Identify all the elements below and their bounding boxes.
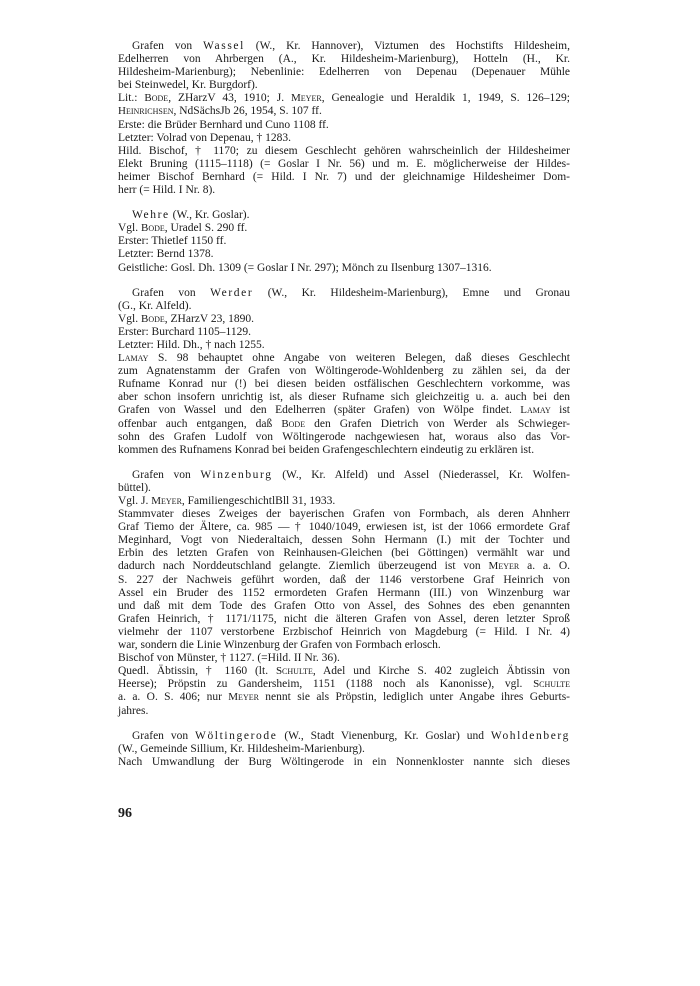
text-span: kommen des Rufnamens Konrad bei beiden Grafengeschlechtern eindeutig zu erklären ist. xyxy=(118,443,535,456)
author-name: Meyer xyxy=(488,560,520,573)
text-span: Stammvater dieses Zweiges der bayerischen Grafen von Formbach, als deren Ahnherr xyxy=(118,508,570,521)
text-line xyxy=(118,145,570,158)
text-line xyxy=(118,248,570,261)
text-span: den Grafen Dietrich von Werder als Schwieger- xyxy=(305,417,571,430)
text-span: heimer Bischof Bernhard (= Hild. I Nr. 7) und der gleichnamige Hildesheimer Dom- xyxy=(118,170,570,183)
text-span: dadurch nach Norddeutschland gelangte. Ziemlich überzeugend ist von xyxy=(118,560,489,573)
text-span: , FamiliengeschichtlBll 31, 1933. xyxy=(181,495,336,507)
text-line xyxy=(118,53,570,66)
text-line xyxy=(118,404,570,417)
text-line xyxy=(118,391,570,404)
text-span: vielmehr der 1107 verstorbene Erzbischof Heinrich von Magdeburg (= Hild. I Nr. 4) xyxy=(118,625,570,638)
text-line xyxy=(118,639,570,652)
entry-name: Wehre xyxy=(132,209,170,222)
text-span: Letzter: Bernd 1378. xyxy=(118,248,214,261)
text-line xyxy=(118,105,570,118)
text-span: jahres. xyxy=(118,704,149,717)
text-span: (G., Kr. Alfeld). xyxy=(118,299,192,312)
text-line xyxy=(118,534,570,547)
text-span: (W., Kr. Hannover), Viztumen des Hochstifts Hildesheim, xyxy=(244,40,570,52)
author-name: Bode xyxy=(281,417,306,430)
text-line xyxy=(118,626,570,639)
text-line xyxy=(118,352,570,365)
text-line xyxy=(118,378,570,391)
text-line xyxy=(118,326,570,339)
text-span: Vgl. J. xyxy=(118,495,152,507)
text-span: (W., Kr. Hildesheim-Marienburg), Emne und Gronau xyxy=(253,286,570,299)
text-span: (W., Kr. Alfeld) und Assel (Niederassel, Kr. Wolfen- xyxy=(272,468,570,481)
text-span: offenbar auch entgangen, daß xyxy=(118,417,282,430)
text-line xyxy=(118,469,570,482)
author-name: Heinrichsen xyxy=(118,105,174,118)
text-line xyxy=(118,40,570,53)
text-span: Geistliche: Gosl. Dh. 1309 (= Goslar I Nr. 297); Mönch zu Ilsenburg 1307–1316. xyxy=(118,261,492,274)
text-line xyxy=(118,79,570,92)
register-entry xyxy=(118,40,570,197)
text-span: zum Agnatenstamm der Grafen von Wöltingerode-Wohldenberg zu zählen sei, da der xyxy=(118,365,570,378)
text-span: Vgl. xyxy=(118,312,141,325)
text-span: Elekt Bruning (1115–1118) (= Goslar I Nr. 56) und m. E. möglicherweise der Hildes- xyxy=(118,157,570,170)
text-line xyxy=(118,418,570,431)
entry-name: Wöltingerode xyxy=(194,729,278,742)
text-line xyxy=(118,743,570,756)
text-line xyxy=(118,508,570,521)
text-line xyxy=(118,132,570,145)
text-line xyxy=(118,560,570,573)
text-span: a. a. O. S. 406; nur xyxy=(118,691,229,704)
text-span: Vgl. xyxy=(118,222,141,235)
text-span: Grafen von xyxy=(132,40,203,52)
page-number: 96 xyxy=(118,806,132,821)
text-span: Erbin des letzten Grafen von Reinhausen-Gleichen (bei Göttingen) vermählt war und xyxy=(118,547,570,560)
text-span: , Genealogie und Heraldik 1, 1949, S. 126–129; xyxy=(321,92,571,105)
text-line xyxy=(118,184,570,197)
entry-name: Winzenburg xyxy=(200,468,273,481)
text-span: Letzter: Volrad von Depenau, † 1283. xyxy=(118,131,291,144)
text-span: Quedl. Äbtissin, † 1160 (lt. xyxy=(118,665,276,678)
text-span: Grafen von xyxy=(132,286,211,299)
text-line xyxy=(118,665,570,678)
author-name: Lamay xyxy=(118,352,149,365)
text-line xyxy=(118,444,570,457)
text-line xyxy=(118,482,570,495)
text-span: ist xyxy=(550,404,570,417)
author-name: Meyer xyxy=(228,691,259,704)
text-line xyxy=(118,730,570,743)
text-span: büttel). xyxy=(118,481,151,494)
text-line xyxy=(118,495,570,508)
text-line xyxy=(118,222,570,235)
text-span: , Uradel S. 290 ff. xyxy=(164,222,248,235)
text-span: herr (= Hild. I Nr. 8). xyxy=(118,184,216,197)
text-line xyxy=(118,574,570,587)
text-span: Erste: die Brüder Bernhard und Cuno 1108 ff. xyxy=(118,118,329,131)
text-span: Meginhard, Vogt von Niederaltaich, dessen Sohn Hermann (I.) mit der Tochter und xyxy=(118,534,570,547)
text-span: Erster: Burchard 1105–1129. xyxy=(118,325,251,338)
text-span: Assel ein Bruder des 1152 ermordeten Grafen Hermann (III.) von Winzenburg war xyxy=(118,586,570,599)
text-span: bei Steinwedel, Kr. Burgdorf). xyxy=(118,79,258,92)
text-line xyxy=(118,119,570,132)
text-line xyxy=(118,313,570,326)
register-entry xyxy=(118,287,570,457)
text-line xyxy=(118,678,570,691)
text-line xyxy=(118,339,570,352)
text-span: Letzter: Hild. Dh., † nach 1255. xyxy=(118,338,265,351)
text-span: Erster: Thietlef 1150 ff. xyxy=(118,235,227,248)
text-line xyxy=(118,652,570,665)
text-span: Grafen Heinrich, † 1171/1175, nicht die älteren Grafen von Assel, deren letzter Sproß xyxy=(118,612,570,625)
text-line xyxy=(118,300,570,313)
text-span: aber schon insofern unrichtig ist, als dieser Rufname sich gleichzeitig u. a. auch bei den xyxy=(118,391,570,404)
text-span: S. 227 der Nachweis geführt worden, daß der 1146 verstorbene Graf Heinrich von xyxy=(118,573,570,586)
text-line xyxy=(118,209,570,222)
text-span: S. 98 behauptet ohne Angabe von weiteren Belegen, daß dieses Geschlecht xyxy=(148,352,570,365)
text-span: , ZHarzV 43, 1910; J. xyxy=(168,92,292,105)
text-span: Grafen von xyxy=(132,729,195,742)
text-span: Nach Umwandlung der Burg Wöltingerode in ein Nonnenkloster nannte sich dieses xyxy=(118,755,570,768)
text-span: Graf Tiemo der Ältere, ca. 985 — † 1040/1049, erwiesen ist, ist der 1066 ermordete Graf xyxy=(118,521,570,534)
text-line xyxy=(118,235,570,248)
text-span: (W., Stadt Vienenburg, Kr. Goslar) und xyxy=(277,729,491,742)
entry-name: Wohldenberg xyxy=(490,729,570,742)
register-entry xyxy=(118,730,570,769)
register-entry xyxy=(118,469,570,718)
text-line xyxy=(118,756,570,769)
text-span: nennt sie als Pröpstin, lediglich unter Angabe ihres Geburts- xyxy=(258,691,570,704)
text-line xyxy=(118,587,570,600)
entry-name: Wassel xyxy=(203,40,245,52)
text-span: , ZHarzV 23, 1890. xyxy=(164,312,254,325)
text-line xyxy=(118,613,570,626)
text-span: (W., Kr. Goslar). xyxy=(169,209,250,222)
author-name: Bode xyxy=(141,312,165,325)
text-line xyxy=(118,431,570,444)
text-line xyxy=(118,92,570,105)
text-line xyxy=(118,171,570,184)
text-span: Grafen von xyxy=(132,468,201,481)
author-name: Bode xyxy=(141,222,165,235)
text-span: a. a. O. xyxy=(519,560,570,573)
text-line xyxy=(118,66,570,79)
text-line xyxy=(118,691,570,704)
text-span: Grafen von Wassel und den Edelherren (später Grafen) von Wölpe findet. xyxy=(118,404,521,417)
text-span: Edelherren von Ahrbergen (A., Kr. Hildesheim-Marienburg), Hotteln (H., Kr. xyxy=(118,53,570,66)
text-line xyxy=(118,705,570,718)
text-line xyxy=(118,158,570,171)
register-entry xyxy=(118,209,570,274)
text-line xyxy=(118,287,570,300)
author-name: Schulte xyxy=(533,678,570,691)
text-span: Bischof von Münster, † 1127. (=Hild. II Nr. 36). xyxy=(118,652,340,665)
text-line xyxy=(118,521,570,534)
text-span: (W., Gemeinde Sillium, Kr. Hildesheim-Marienburg). xyxy=(118,742,365,755)
author-name: Lamay xyxy=(520,404,551,417)
text-span: sohn des Grafen Ludolf von Wöltingerode nachgewiesen hat, woraus also das Vor- xyxy=(118,430,570,443)
text-span: , Adel und Kirche S. 402 zugleich Äbtissin von xyxy=(312,665,570,678)
text-span: Rufname Konrad nur (!) bei diesen beiden ostfälischen Geschlechtern vorkomme, was xyxy=(118,378,570,391)
text-span: und daß mit dem Tode des Grafen Otto von Assel, des Sohnes des eben genannten xyxy=(118,599,570,612)
text-line xyxy=(118,365,570,378)
author-name: Meyer xyxy=(151,495,182,507)
text-span: Hildesheim-Marienburg); Nebenlinie: Edelherren von Depenau (Depenauer Mühle xyxy=(118,66,570,79)
text-span: Hild. Bischof, † 1170; zu diesem Geschlecht gehören wahrscheinlich der Hildesheimer xyxy=(118,144,570,157)
text-span: war, sondern die Linie Winzenburg der Grafen von Formbach erlosch. xyxy=(118,639,441,652)
text-span: , NdSächsJb 26, 1954, S. 107 ff. xyxy=(173,105,322,118)
author-name: Schulte xyxy=(275,665,313,678)
text-line xyxy=(118,262,570,275)
text-span: Lit.: xyxy=(118,92,145,105)
author-name: Bode xyxy=(144,92,169,105)
text-line xyxy=(118,600,570,613)
text-line xyxy=(118,547,570,560)
entry-name: Werder xyxy=(210,286,254,299)
author-name: Meyer xyxy=(291,92,322,105)
text-span: Heerse); Pröpstin zu Gandersheim, 1151 (1188 noch als Kanonisse), vgl. xyxy=(118,678,534,691)
document-body xyxy=(118,40,570,781)
